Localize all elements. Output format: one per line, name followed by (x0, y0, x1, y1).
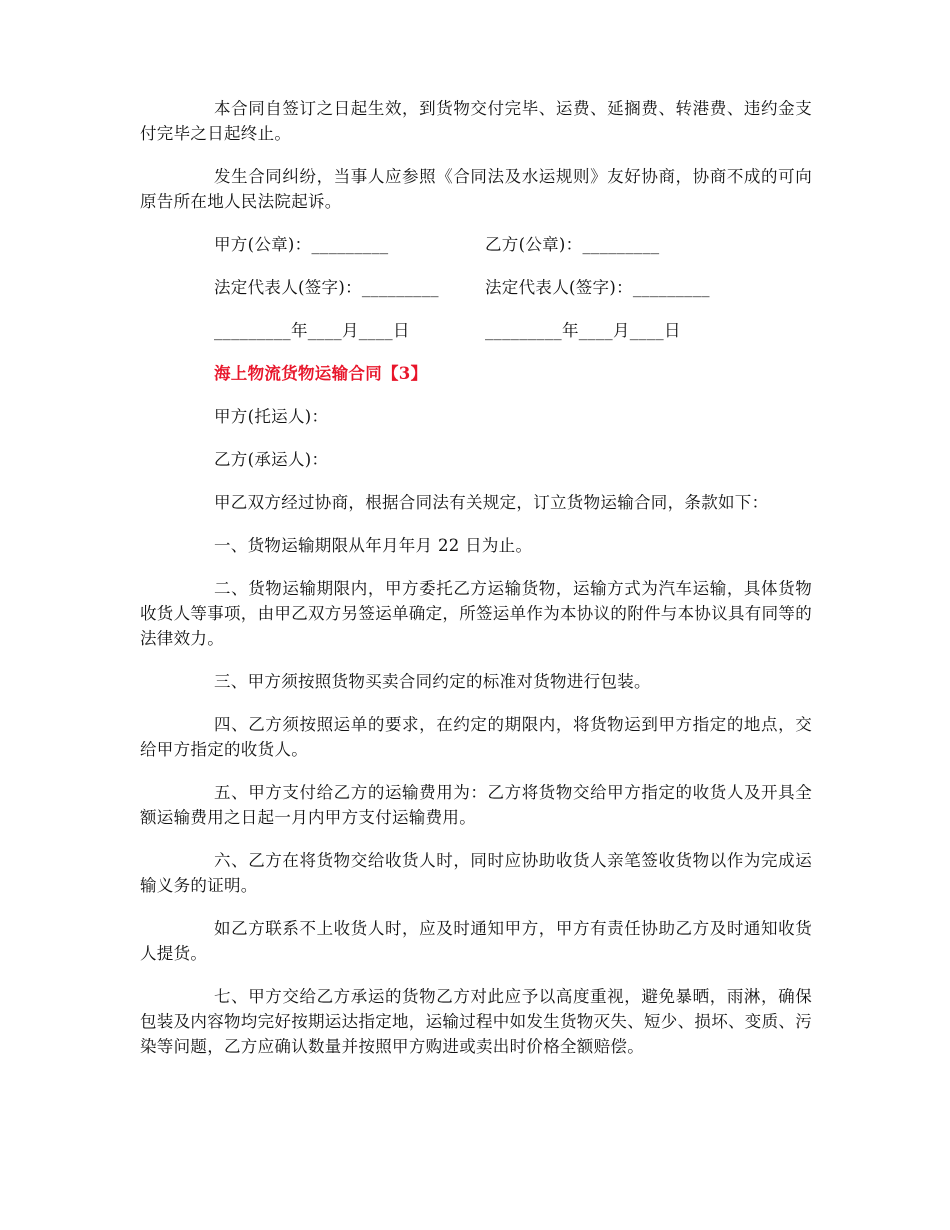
signature-date-row (140, 318, 812, 343)
contract-preamble: 甲乙双方经过协商，根据合同法有关规定，订立货物运输合同，条款如下： (214, 493, 769, 512)
signature-rep-row (140, 275, 812, 300)
clause-3: 三、甲方须按照货物买卖合同约定的标准对货物进行包装。 (214, 672, 651, 691)
clause-effective-period: 本合同自签订之日起生效，到货物交付完毕、运费、延搁费、转港费、违约金支付完毕之日起终止。 (140, 99, 812, 143)
clause-5: 五、甲方支付给乙方的运输费用为：乙方将货物交给甲方指定的收货人及开具全额运输费用之日起一月内甲方支付运输费用。 (140, 783, 812, 827)
clause-4: 四、乙方须按照运单的要求，在约定的期限内，将货物运到甲方指定的地点，交给甲方指定的收货人。 (140, 715, 812, 759)
party-b-date-field: _________年____月____日 (485, 321, 681, 340)
signature-seal-row (140, 232, 812, 257)
clause-7: 七、甲方交给乙方承运的货物乙方对此应予以高度重视，避免暴晒，雨淋，确保包装及内容物均完好按期运达指定地，运输过程中如发生货物灭失、短少、损坏、变质、污染等问题，乙方应确认数量并按照甲方购进或卖出时价格全额赔偿。 (140, 987, 812, 1056)
clause-1: 一、货物运输期限从年月年月 22 日为止。 (214, 536, 533, 555)
party-a-rep-field: 法定代表人(签字)：_________ (214, 278, 439, 297)
clause-6: 六、乙方在将货物交给收货人时，同时应协助收货人亲笔签收货物以作为完成运输义务的证明。 (140, 851, 812, 895)
party-a-date-field: _________年____月____日 (214, 321, 410, 340)
section-title: 海上物流货物运输合同【3】 (214, 364, 428, 383)
document-page (140, 96, 812, 1077)
party-a-seal-field: 甲方(公章)：_________ (214, 235, 389, 254)
clause-6-supplement: 如乙方联系不上收货人时，应及时通知甲方，甲方有责任协助乙方及时通知收货人提货。 (140, 919, 812, 963)
clause-dispute-resolution: 发生合同纠纷，当事人应参照《合同法及水运规则》友好协商，协商不成的可向原告所在地人民法院起诉。 (140, 167, 812, 211)
shipper-label: 甲方(托运人)： (214, 407, 329, 426)
party-b-seal-field: 乙方(公章)：_________ (485, 235, 660, 254)
clause-2: 二、货物运输期限内，甲方委托乙方运输货物，运输方式为汽车运输，具体货物收货人等事项，由甲乙双方另签运单确定，所签运单作为本协议的附件与本协议具有同等的法律效力。 (140, 579, 812, 648)
carrier-label: 乙方(承运人)： (214, 450, 329, 469)
party-b-rep-field: 法定代表人(签字)：_________ (485, 278, 710, 297)
